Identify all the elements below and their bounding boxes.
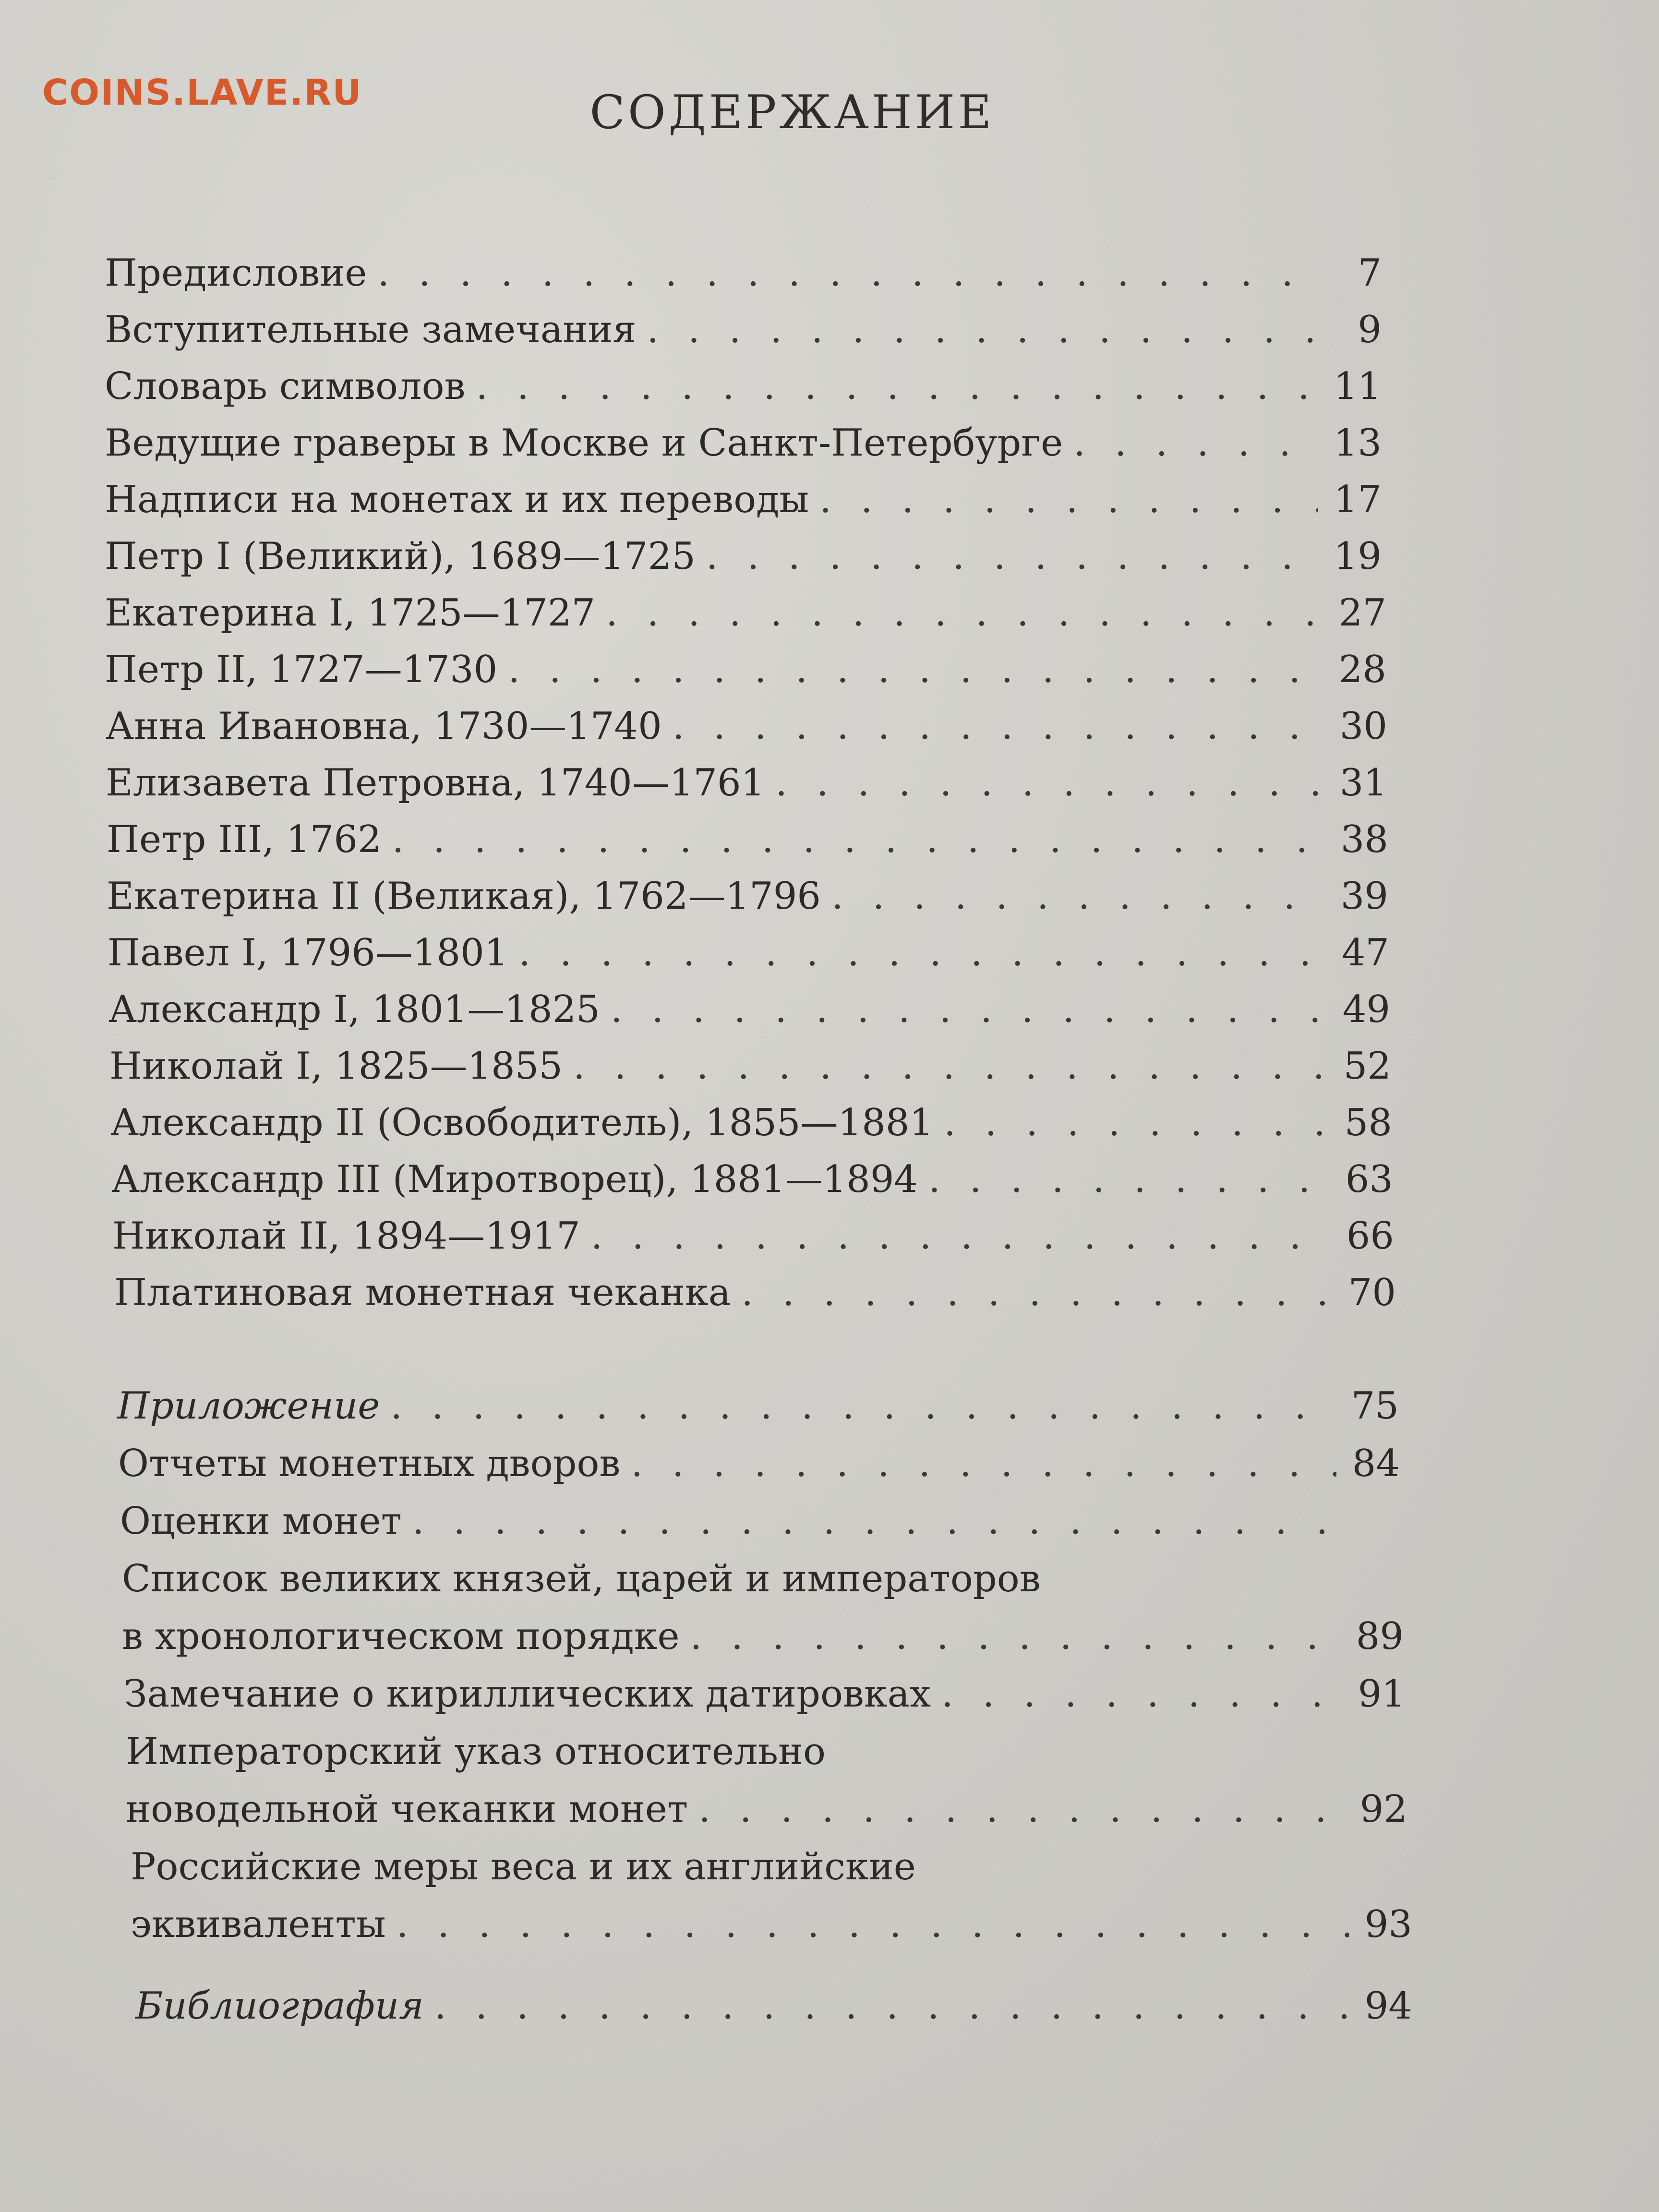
toc-entry xyxy=(108,988,1390,1031)
toc-entry xyxy=(135,1984,1412,2028)
toc-leader-dots xyxy=(941,1675,1342,1713)
toc-entry-page: 84 xyxy=(1352,1442,1400,1485)
toc-entry-page: 38 xyxy=(1340,818,1388,861)
toc-entry xyxy=(118,1442,1400,1485)
toc-leader-dots xyxy=(690,1618,1340,1655)
toc-entry-page: 70 xyxy=(1348,1271,1396,1314)
appendix-title: Приложение xyxy=(117,1384,380,1428)
toc-entry xyxy=(106,705,1387,748)
page-title: СОДЕРЖАНИЕ xyxy=(589,85,995,139)
toc-leader-dots xyxy=(508,651,1323,688)
toc-leader-dots xyxy=(518,934,1326,972)
toc-leader-dots xyxy=(819,481,1318,518)
toc-entry-page: 58 xyxy=(1344,1101,1392,1144)
appendix-heading xyxy=(117,1384,1399,1428)
toc-entry-page: 28 xyxy=(1338,648,1386,691)
toc-entry-page: 91 xyxy=(1358,1672,1406,1716)
toc-entry-page: 66 xyxy=(1346,1214,1394,1258)
toc-leader-dots xyxy=(476,368,1318,405)
toc-entry-page: 75 xyxy=(1351,1384,1399,1428)
toc-entry-label: Вступительные замечания xyxy=(105,308,637,351)
toc-entry-label-line1: Российские меры веса и их английские xyxy=(131,1845,916,1888)
toc-entry-page: 19 xyxy=(1334,535,1382,578)
toc-entry-page: 11 xyxy=(1334,365,1382,408)
toc-entry xyxy=(131,1903,1412,1946)
toc-entry-label: Петр I (Великий), 1689—1725 xyxy=(105,535,696,578)
toc-entry-page: 89 xyxy=(1356,1615,1404,1658)
toc-entry-page: 39 xyxy=(1340,875,1388,918)
toc-entry xyxy=(105,535,1382,578)
toc-entry xyxy=(107,875,1388,918)
toc-leader-dots xyxy=(831,878,1325,915)
toc-entry-label: Анна Ивановна, 1730—1740 xyxy=(106,705,662,748)
toc-entry-label: Елизавета Петровна, 1740—1761 xyxy=(106,761,765,805)
toc-entry-page: 13 xyxy=(1334,421,1382,465)
toc-entry-label-line1: Императорский указ относительно xyxy=(126,1730,826,1773)
toc-leader-dots xyxy=(611,991,1327,1028)
toc-entry xyxy=(109,1045,1391,1088)
toc-leader-dots xyxy=(412,1503,1338,1540)
toc-entry-label: новодельной чеканки монет xyxy=(126,1788,688,1831)
toc-entry-page: 49 xyxy=(1342,988,1390,1031)
toc-entry-label: Екатерина I, 1725—1727 xyxy=(105,591,596,635)
toc-entry-label: Оценки монет xyxy=(120,1500,402,1543)
toc-entry-label: Александр III (Миротворец), 1881—1894 xyxy=(111,1158,918,1201)
toc-entry xyxy=(105,421,1382,465)
toc-entry-label: Библиография xyxy=(135,1984,424,2028)
toc-entry-label: Словарь символов xyxy=(105,365,466,408)
toc-entry xyxy=(105,308,1382,351)
toc-leader-dots xyxy=(944,1104,1329,1142)
toc-entry xyxy=(122,1615,1404,1658)
toc-leader-dots xyxy=(698,1791,1344,1828)
toc-entry-label: Петр II, 1727—1730 xyxy=(105,648,498,691)
toc-entry xyxy=(108,931,1389,974)
toc-entry xyxy=(110,1101,1392,1144)
toc-entry xyxy=(120,1500,1402,1543)
toc-entry-page: 9 xyxy=(1358,308,1382,351)
toc-entry-label: Николай I, 1825—1855 xyxy=(109,1045,563,1088)
toc-leader-dots xyxy=(928,1161,1330,1198)
toc-entry xyxy=(124,1672,1406,1716)
toc-entry-page: 31 xyxy=(1339,761,1387,805)
toc-entry-page: 93 xyxy=(1364,1903,1412,1946)
toc-entry-page: 7 xyxy=(1358,252,1382,295)
toc-entry xyxy=(111,1158,1393,1201)
toc-leader-dots xyxy=(392,821,1325,858)
toc-entry xyxy=(105,252,1382,295)
toc-entry-label-line1: Список великих князей, царей и императоров xyxy=(122,1557,1041,1600)
toc-entry-page: 92 xyxy=(1359,1788,1407,1831)
toc-entry xyxy=(105,478,1382,521)
toc-leader-dots xyxy=(606,594,1323,632)
toc-leader-dots xyxy=(631,1445,1336,1482)
toc-entry-label: Замечание о кириллических датировках xyxy=(124,1672,931,1716)
toc-entry xyxy=(114,1271,1396,1314)
toc-entry-page: 47 xyxy=(1341,931,1389,974)
toc-entry-label: Павел I, 1796—1801 xyxy=(108,931,508,974)
toc-entry xyxy=(126,1788,1407,1831)
toc-entry xyxy=(107,818,1388,861)
toc-leader-dots xyxy=(591,1217,1331,1255)
toc-entry xyxy=(105,648,1386,691)
toc-entry-label: Предисловие xyxy=(105,252,367,295)
toc-entry-page: 27 xyxy=(1338,591,1386,635)
toc-entry-label: эквиваленты xyxy=(131,1903,386,1946)
toc-leader-dots xyxy=(397,1906,1349,1943)
toc-entry-label: Александр II (Освободитель), 1855—1881 xyxy=(110,1101,934,1144)
toc-leader-dots xyxy=(647,311,1318,349)
toc-entry xyxy=(105,365,1382,408)
toc-leader-dots xyxy=(741,1274,1333,1311)
toc-entry-page: 17 xyxy=(1334,478,1382,521)
toc-leader-dots xyxy=(775,764,1324,802)
toc-entry-label: Екатерина II (Великая), 1762—1796 xyxy=(107,875,821,918)
toc-leader-dots xyxy=(434,1987,1349,2025)
watermark: COINS.LAVE.RU xyxy=(42,72,362,113)
toc-leader-dots xyxy=(377,254,1318,292)
toc-entry-label: Платиновая монетная чеканка xyxy=(114,1271,731,1314)
toc-entry-label: Надписи на монетах и их переводы xyxy=(105,478,809,521)
toc-entry-page: 52 xyxy=(1343,1045,1391,1088)
toc-entry-label: Петр III, 1762 xyxy=(107,818,382,861)
toc-entry-label: в хронологическом порядке xyxy=(122,1615,680,1658)
toc-entry-label: Отчеты монетных дворов xyxy=(118,1442,621,1485)
toc-entry-page: 63 xyxy=(1345,1158,1393,1201)
toc-entry-page: 30 xyxy=(1339,705,1387,748)
toc-leader-dots xyxy=(390,1387,1335,1425)
toc-entry xyxy=(112,1214,1394,1258)
toc-leader-dots xyxy=(673,708,1324,745)
toc-entry xyxy=(105,591,1386,635)
toc-entry-page: 94 xyxy=(1364,1984,1412,2028)
toc-entry-label: Ведущие граверы в Москве и Санкт-Петербурге xyxy=(105,421,1063,465)
toc-entry xyxy=(106,761,1387,805)
toc-leader-dots xyxy=(573,1047,1328,1085)
toc-leader-dots xyxy=(706,538,1318,575)
toc-entry-label: Николай II, 1894—1917 xyxy=(112,1214,580,1258)
toc-entry-label: Александр I, 1801—1825 xyxy=(108,988,600,1031)
toc-leader-dots xyxy=(1073,424,1318,462)
